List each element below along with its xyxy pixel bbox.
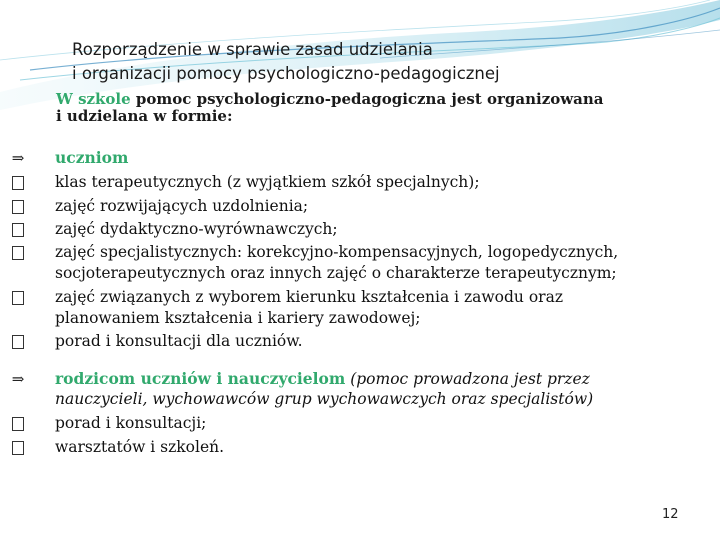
section-2-heading xyxy=(55,370,705,388)
title-line-1: Rozporządzenie w sprawie zasad udzielania xyxy=(72,40,433,59)
box-bullet-icon xyxy=(10,220,26,241)
list-item: klas terapeutycznych (z wyjątkiem szkół specjalnych); xyxy=(55,173,480,191)
intro-highlight: W szkole xyxy=(56,90,131,108)
list-item: porad i konsultacji dla uczniów. xyxy=(55,332,303,350)
section-2-note: (pomoc prowadzona jest przez xyxy=(345,370,590,388)
list-item: zajęć specjalistycznych: korekcyjno-kompensacyjnych, logopedycznych, xyxy=(55,243,619,261)
box-bullet-icon xyxy=(10,414,26,435)
blank-placeholder xyxy=(500,486,598,526)
box-bullet-icon xyxy=(10,243,26,264)
section-2-note-line-2: nauczycieli, wychowawców grup wychowawczych oraz specjalistów) xyxy=(55,390,594,408)
box-bullet-icon xyxy=(10,197,26,218)
box-bullet-icon xyxy=(10,173,26,194)
list-item: warsztatów i szkoleń. xyxy=(55,438,225,456)
intro-text xyxy=(56,91,696,125)
box-bullet-icon xyxy=(10,332,26,353)
list-item-continuation: planowaniem kształcenia i kariery zawodowej; xyxy=(55,309,421,327)
section-1-heading: uczniom xyxy=(55,148,129,167)
list-item-continuation: socjoterapeutycznych oraz innych zajęć o charakterze terapeutycznym; xyxy=(55,264,617,282)
section-2-heading-text: rodzicom uczniów i nauczycielom xyxy=(55,369,346,388)
slide-title xyxy=(72,38,692,86)
intro-rest: pomoc psychologiczno-pedagogiczna jest organizowana xyxy=(130,90,604,108)
page-number: 12 xyxy=(662,507,679,522)
list-item: zajęć dydaktyczno-wyrównawczych; xyxy=(55,220,338,238)
list-item: porad i konsultacji; xyxy=(55,414,207,432)
list-item: zajęć rozwijających uzdolnienia; xyxy=(55,197,309,215)
box-bullet-icon xyxy=(10,288,26,309)
box-bullet-icon xyxy=(10,438,26,459)
list-item: zajęć związanych z wyborem kierunku kształcenia i zawodu oraz xyxy=(55,288,563,306)
intro-line-2: i udzielana w formie: xyxy=(56,107,233,125)
arrow-bullet-icon: ⇒ xyxy=(11,149,25,167)
title-line-2: i organizacji pomocy psychologiczno-pedagogicznej xyxy=(72,64,500,83)
arrow-bullet-icon: ⇒ xyxy=(11,370,25,388)
